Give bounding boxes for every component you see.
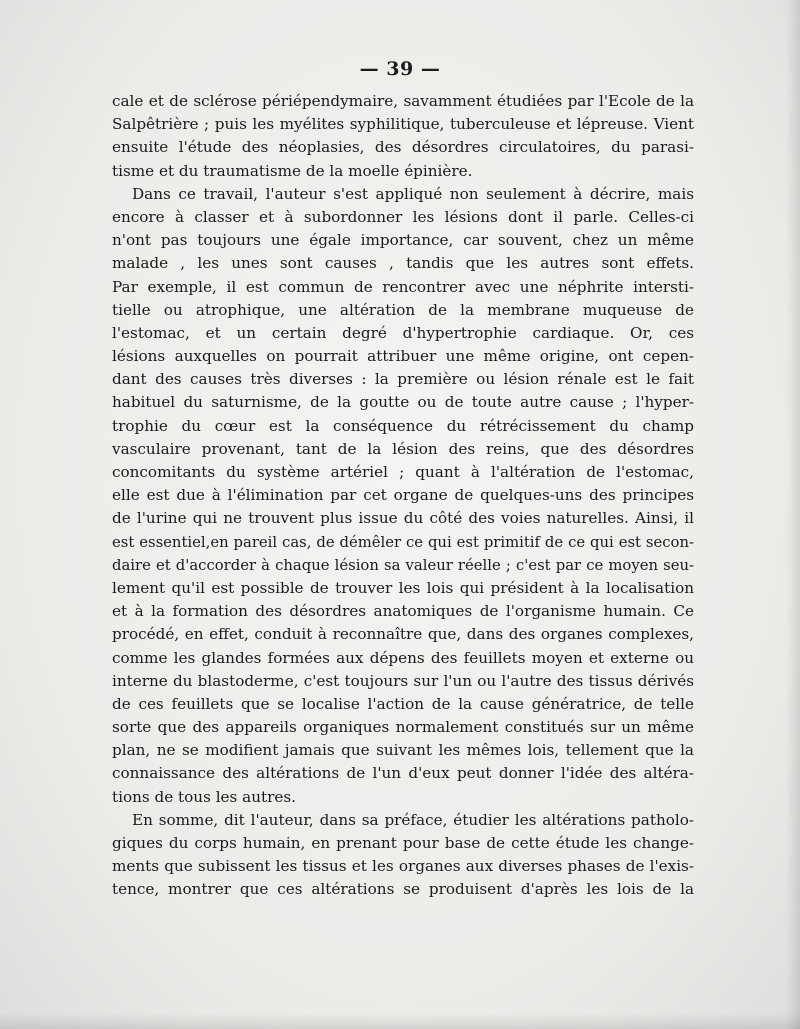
page-number: — 39 — (359, 58, 441, 80)
text-line: connaissance des altérations de l'un d'eux peut donner l'idée des altéra- (112, 764, 694, 783)
text-line: Salpêtrière ; puis les myélites syphilitique, tuberculeuse et lépreuse. Vient (112, 115, 694, 134)
text-line: malade , les unes sont causes , tandis que les autres sont effets. (112, 254, 694, 273)
text-line: ensuite l'étude des néoplasies, des désordres circulatoires, du parasi- (112, 138, 694, 157)
text-line: habituel du saturnisme, de la goutte ou de toute autre cause ; l'hyper- (112, 393, 694, 412)
text-line: interne du blastoderme, c'est toujours sur l'un ou l'autre des tissus dérivés (112, 671, 694, 690)
text-line: tisme et du traumatisme de la moelle épinière. (112, 161, 473, 180)
body-text (112, 90, 694, 902)
text-line: tence, montrer que ces altérations se produisent d'après les lois de la (112, 880, 694, 899)
text-line: dant des causes très diverses : la première ou lésion rénale est le fait (112, 370, 694, 389)
page-edge-shadow-bottom (0, 1013, 800, 1029)
text-line: trophie du cœur est la conséquence du rétrécissement du champ (112, 416, 694, 435)
text-line: tions de tous les autres. (112, 787, 296, 806)
text-line: procédé, en effet, conduit à reconnaître que, dans des organes complexes, (112, 625, 694, 644)
text-line: comme les glandes formées aux dépens des feuillets moyen et externe ou (112, 648, 694, 667)
text-line: sorte que des appareils organiques normalement constitués sur un même (112, 718, 694, 737)
text-line: En somme, dit l'auteur, dans sa préface, étudier les altérations patholo- (132, 810, 694, 829)
text-line: plan, ne se modifient jamais que suivant les mêmes lois, tellement que la (112, 741, 694, 760)
text-line: elle est due à l'élimination par cet organe de quelques-uns des principes (112, 486, 694, 505)
text-line: cale et de sclérose périépendymaire, savamment étudiées par l'Ecole de la (112, 92, 694, 110)
text-line: n'ont pas toujours une égale importance, car souvent, chez un même (112, 231, 694, 250)
page-edge-shadow-right (786, 0, 800, 1029)
text-line: Par exemple, il est commun de rencontrer avec une néphrite intersti- (112, 277, 694, 296)
text-line: lésions auxquelles on pourrait attribuer une même origine, ont cepen- (112, 347, 694, 366)
text-line: concomitants du système artériel ; quant à l'altération de l'estomac, (112, 463, 694, 481)
text-line: Dans ce travail, l'auteur s'est appliqué non seulement à décrire, mais (132, 184, 694, 203)
text-line: vasculaire provenant, tant de la lésion des reins, que des désordres (112, 439, 694, 458)
text-line: encore à classer et à subordonner les lésions dont il parle. Celles-ci (112, 207, 694, 226)
text-line: giques du corps humain, en prenant pour base de cette étude les change- (112, 834, 694, 852)
text-line: de ces feuillets que se localise l'action de la cause génératrice, de telle (112, 694, 694, 713)
text-line: est essentiel,en pareil cas, de démêler ce qui est primitif de ce qui est secon- (112, 533, 694, 551)
text-line: ments que subissent les tissus et les organes aux diverses phases de l'exis- (112, 857, 694, 876)
text-line: l'estomac, et un certain degré d'hypertrophie cardiaque. Or, ces (112, 323, 694, 342)
text-line: et à la formation des désordres anatomiques de l'organisme humain. Ce (112, 602, 694, 621)
text-line: lement qu'il est possible de trouver les lois qui président à la localisation (112, 578, 694, 597)
text-line: de l'urine qui ne trouvent plus issue du côté des voies naturelles. Ainsi, il (112, 509, 694, 528)
text-line: tielle ou atrophique, une altération de la membrane muqueuse de (112, 300, 694, 319)
text-line: daire et d'accorder à chaque lésion sa valeur réelle ; c'est par ce moyen seu- (112, 556, 694, 574)
